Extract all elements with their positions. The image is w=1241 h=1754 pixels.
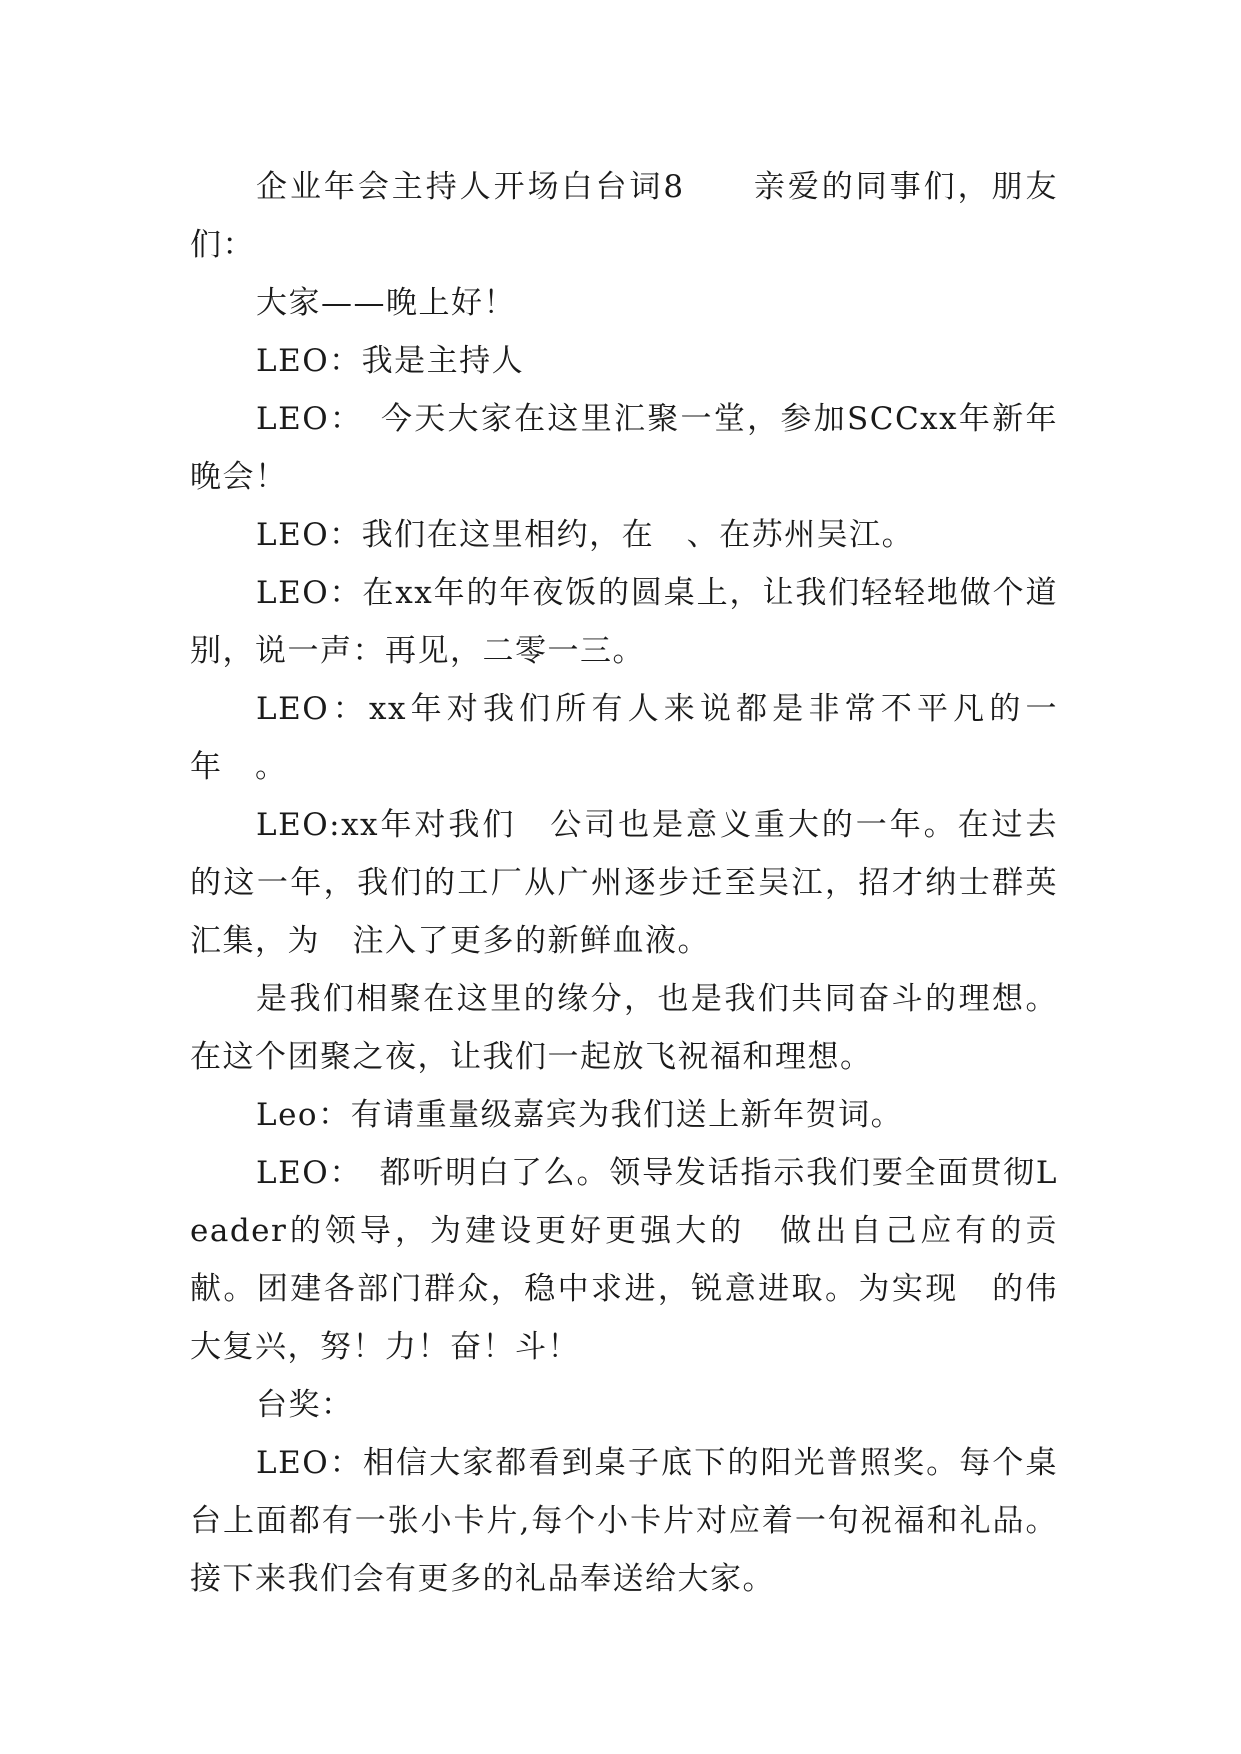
- paragraph-leader-speech: LEO： 都听明白了么。领导发话指示我们要全面贯彻Leader的领导，为建设更好更强大的 做出自己应有的贡献。团建各部门群众，稳中求进，锐意进取。为实现 的伟大复兴，努！力！奋！斗！: [190, 1155, 1058, 1365]
- paragraph-title-greeting: 企业年会主持人开场白台词8 亲爱的同事们，朋友们：: [190, 169, 1058, 263]
- paragraph-extraordinary-year: LEO：xx年对我们所有人来说都是非常不平凡的一年 。: [190, 691, 1058, 785]
- paragraph-host-intro: LEO：我是主持人: [256, 343, 525, 379]
- paragraph-guest-invite: Leo：有请重量级嘉宾为我们送上新年贺词。: [256, 1097, 904, 1133]
- paragraph-farewell: LEO：在xx年的年夜饭的圆桌上，让我们轻轻地做个道别，说一声：再见，二零一三。: [190, 575, 1058, 669]
- paragraph-fate-ideals: 是我们相聚在这里的缘分，也是我们共同奋斗的理想。在这个团聚之夜，让我们一起放飞祝福和理想。: [190, 981, 1058, 1075]
- paragraph-table-prize: LEO：相信大家都看到桌子底下的阳光普照奖。每个桌台上面都有一张小卡片,每个小卡片对应着一句祝福和礼品。接下来我们会有更多的礼品奉送给大家。: [190, 1445, 1058, 1597]
- paragraph-meeting-place: LEO：我们在这里相约，在 、在苏州吴江。: [256, 517, 915, 553]
- paragraph-company-year: LEO:xx年对我们 公司也是意义重大的一年。在过去的这一年，我们的工厂从广州逐步迁至吴江，招才纳士群英汇集，为 注入了更多的新鲜血液。: [190, 807, 1058, 959]
- paragraph-good-evening: 大家——晚上好！: [256, 285, 516, 321]
- document-body: [190, 158, 1058, 1608]
- paragraph-gathering: LEO： 今天大家在这里汇聚一堂，参加SCCxx年新年晚会！: [190, 401, 1058, 495]
- paragraph-table-prize-heading: 台奖：: [256, 1387, 354, 1423]
